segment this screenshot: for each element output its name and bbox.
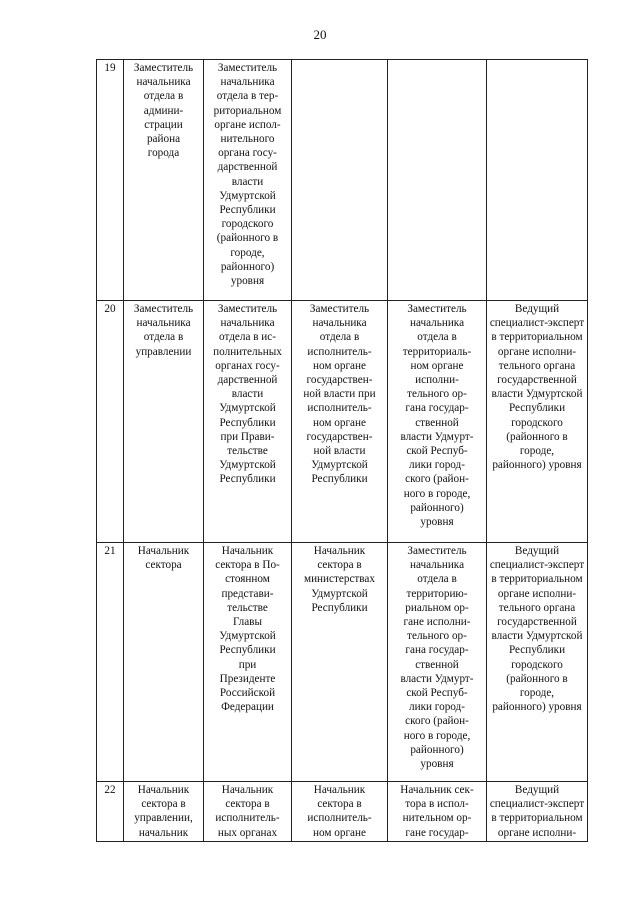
row-number: 22 [97,782,124,842]
cell-text: Заместитель начальника отдела в управлении [133,303,194,358]
table-cell [124,543,204,782]
table-cell [204,782,292,842]
table-cell [388,60,487,301]
cell-text: Заместитель начальника отдела в территориаль- ном органе исполни- тельного ор- гана государ- ственной власти Удмурт- ской Респуб- лики город- ского (район- ного в городе, районного) уровня [400,303,474,529]
table-cell [292,60,388,301]
cell-text: Заместитель начальника отдела в тер- риториальном органе испол- нительного органа госу- дарственной власти Удмуртской Республики городского (районного в городе, районного) уровня [213,62,282,288]
table-cell [388,782,487,842]
cell-text: Заместитель начальника отдела в админи- страции района города [133,62,194,160]
table-cell [204,301,292,543]
row-number: 20 [97,301,124,543]
table-row [97,782,588,842]
cell-text: Начальник сектора в По- стоянном представи- тельстве Главы Удмуртской Республики при Президенте Российской Федерации [215,545,280,714]
page-number: 20 [313,27,327,42]
table-row [97,60,588,301]
cell-text: Заместитель начальника отдела в исполнитель- ном органе государствен- ной власти при исполнитель- ном органе государствен- ной власти Удмуртской Республики [303,303,376,486]
row-number: 19 [97,60,124,301]
table-cell [124,301,204,543]
table-cell [292,543,388,782]
cell-text: Начальник сектора в министерствах Удмуртской Республики [303,545,375,614]
cell-text: Ведущий специалист-эксперт в территориальном органе исполни- тельного органа государственной власти Удмуртской Республики городского (районного в городе, районного) уровня [489,303,585,472]
cell-text: Начальник сектора в исполнитель- ном органе [307,784,372,839]
cell-text: Заместитель начальника отдела в территорию- риальном ор- гане исполни- тельного ор- гана государ- ственной власти Удмурт- ской Респуб- лики город- ского (район- ного в городе, районного) уровня [400,545,474,771]
table-cell [292,301,388,543]
table-cell [388,543,487,782]
table-row [97,301,588,543]
table-cell [487,782,588,842]
cell-text: Ведущий специалист-эксперт в территориальном органе исполни- тельного органа государственной власти Удмуртской Республики городского (районного в городе, районного) уровня [489,545,585,714]
row-number: 21 [97,543,124,782]
table-cell [124,782,204,842]
cell-text: Начальник сек- тора в испол- нительном ор- гане государ- [400,784,474,839]
cell-text: Ведущий специалист-эксперт в территориальном органе исполни- [489,784,585,839]
table-cell [204,543,292,782]
table-cell [487,543,588,782]
table-cell [388,301,487,543]
table-cell [204,60,292,301]
table-cell [487,60,588,301]
positions-table [96,59,588,842]
table-cell [124,60,204,301]
cell-text: Заместитель начальника отдела в ис- полнительных органах госу- дарственной власти Удмуртской Республики при Прави- тельстве Удмуртской Республики [213,303,282,486]
cell-text: Начальник сектора [137,545,190,572]
table-cell [487,301,588,543]
table-row [97,543,588,782]
cell-text: Начальник сектора в управлении, начальник [134,784,193,839]
cell-text: Начальник сектора в исполнитель- ных органах [215,784,280,839]
table-cell [292,782,388,842]
